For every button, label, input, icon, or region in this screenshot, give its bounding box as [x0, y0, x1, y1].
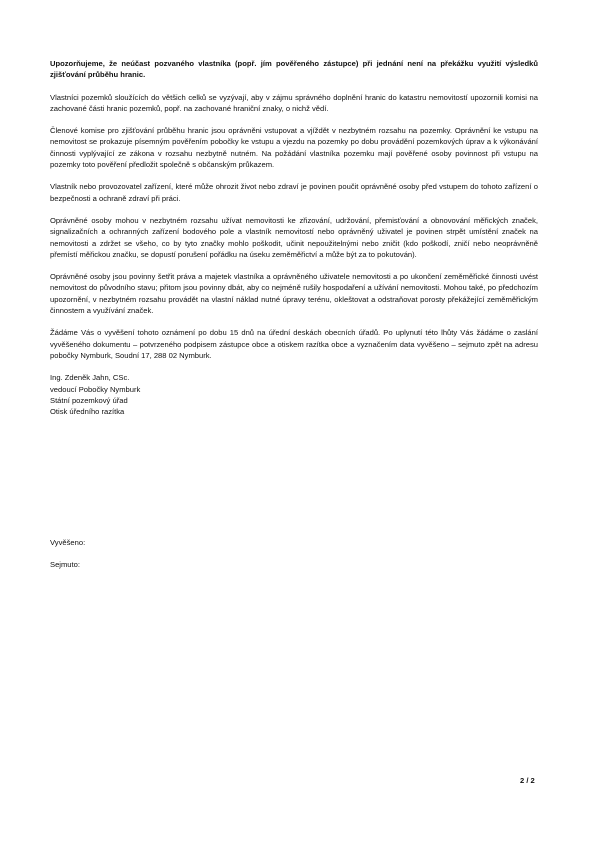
notice-paragraph-owners: Vlastníci pozemků sloužících do většich celků se vyzývají, aby v zájmu správného doplnění hranic do katastru nemovitostí upozornili komisi na zachované části hranic pozemků, popř. na zachované hraniční znaky, o nichž vědí. — [50, 92, 538, 113]
notice-paragraph-absence: Upozorňujeme, že neúčast pozvaného vlastníka (popř. jím pověřeného zástupce) při jednání není na překážku využití výsledků zjišťování průběhu hranic. — [50, 59, 538, 80]
signatory-position: vedoucí Pobočky Nymburk — [50, 384, 141, 394]
signatory-office: Státní pozemkový úřad — [50, 395, 128, 405]
notice-paragraph-obligations: Oprávněné osoby jsou povinny šetřit práva a majetek vlastníka a oprávněného uživatele nemovitosti a po ukončení zeměměřické činnosti uvést nemovitost do původního stavu; přitom jsou povinny dbát, aby co nejméně rušily hospodaření a užívání nemovitosti. Mohou také, po předchozím upozornění, v nezbytném rozsahu provádět na vlastní náklad nutné úpravy terénu, okleštovat a odstraňovat porosty překážející zeměměřickým činnostem a využívání značek. — [50, 272, 538, 316]
removed-label: Sejmuto: — [50, 560, 80, 569]
signatory-name: Ing. Zdeněk Jahn, CSc. — [50, 373, 130, 383]
signature-block — [50, 372, 538, 417]
notice-paragraph-survey-marks: Oprávněné osoby mohou v nezbytném rozsahu užívat nemovitosti ke zřizování, udržování, přemisťování a obnovování měřických značek, signalizačních a ochranných zařízení bodového pole a vlastník nemovitostí nebo oprávněný uživatel je povinen strpět umístění značek na nemovitosti a zdržet se všeho, co by tyto značky mohlo poškodit, učinit nepoužitelnými nebo zničit (kdo poškodí, zničí nebo neoprávněně přemístí měřickou značku, se dopustí porušení pořádku na úseku zeměměřictví a může být za to pokutován). — [50, 215, 538, 259]
stamp-label: Otisk úředního razítka — [50, 407, 125, 417]
document-body — [50, 58, 538, 417]
page-number: 2 / 2 — [520, 776, 535, 785]
notice-paragraph-commission-access: Členové komise pro zjišťování průběhu hranic jsou oprávněni vstupovat a vjíždět v nezbytném rozsahu na pozemky. Oprávnění ke vstupu na nemovitost se prokazuje písemným pověřením pobočky ke vstupu a vjezdu na pozemky po dobu provádění pozemkových úprav a k výkonávání činnosti vyplývající ze zákona v rozsahu nezbytně nutném. Na požádání vlastníka pozemku mají pověřené osoby povinnost při vstupu na pozemky toto pověření předložit společně s občanským průkazem. — [50, 126, 538, 170]
notice-paragraph-safety: Vlastník nebo provozovatel zařízení, které může ohrozit život nebo zdraví je povinen poučit oprávněné osoby před vstupem do tohoto zařízení o bezpečnosti a ochraně zdraví při práci. — [50, 182, 538, 203]
posted-label: Vyvěšeno: — [50, 538, 86, 547]
notice-paragraph-posting-request: Žádáme Vás o vyvěšení tohoto oznámení po dobu 15 dnů na úřední deskách obecních úřadů. Po uplynutí této lhůty Vás žádáme o zaslání vyvěšeného dokumentu – potvrzeného podpisem zástupce obce a otiskem razítka obce a vyznačením data vyvěšeno – sejmuto zpět na adresu pobočky Nymburk, Soudní 17, 288 02 Nymburk. — [50, 328, 538, 360]
